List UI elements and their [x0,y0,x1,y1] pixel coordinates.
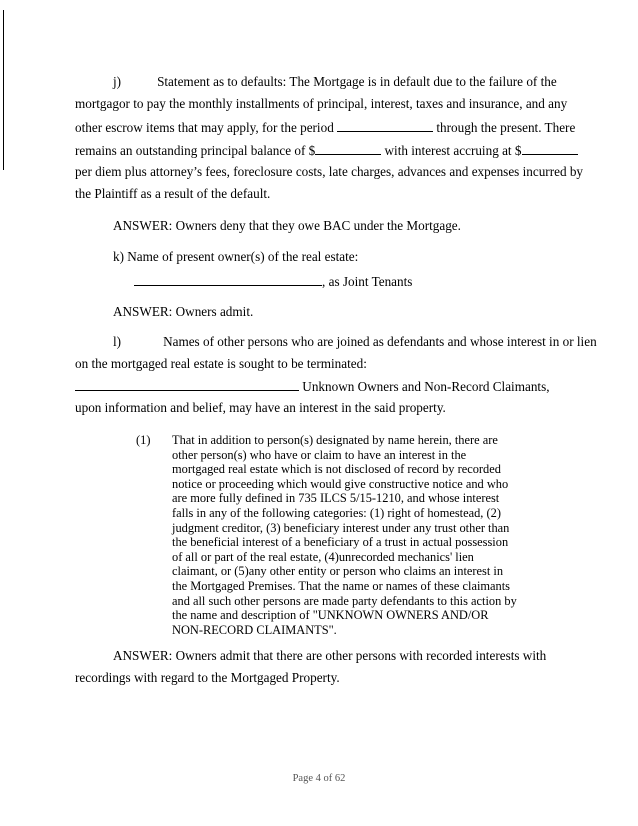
block-quote-line: the name and description of "UNKNOWN OWNERS AND/OR [172,608,489,623]
final-answer-line-2: recordings with regard to the Mortgaged Property. [75,670,340,685]
block-quote-line: other person(s) who have or claim to have an interest in the [172,447,467,462]
block-quote-line: claimant, or (5)any other entity or person who claims an interest in [172,564,504,579]
owner-name-blank [134,273,322,286]
page-number: Page 4 of 62 [292,773,346,784]
section-l-text-1: Names of other persons who are joined as defendants and whose interest in or lien [163,334,597,349]
section-j-line-6: the Plaintiff as a result of the default. [75,186,271,201]
section-j-label: j) [113,74,122,89]
section-j-text-3a: other escrow items that may apply, for the period [75,120,338,135]
block-quote-line: are more fully defined in 735 ILCS 5/15-1210, and whose interest [172,491,500,506]
block-quote-line: judgment creditor, (3) beneficiary interest under any trust other than [172,520,510,535]
section-l-line-2: on the mortgaged real estate is sought to be terminated: [75,356,367,371]
section-j-text-4b: with interest accruing at $ [381,143,522,158]
block-quote-line: of all or part of the real estate, (4)unrecorded mechanics' lien [172,549,474,564]
balance-blank [315,142,381,155]
interest-blank [522,142,578,155]
section-j-line-1 [113,74,603,90]
block-quote-line: falls in any of the following categories: (1) right of homestead, (2) [172,506,501,520]
section-j-line-2: mortgagor to pay the monthly installments of principal, interest, taxes and insurance, and any [75,96,568,111]
block-quote-line: notice or proceeding which would give constructive notice and who [172,476,509,491]
block-quote-line: the beneficial interest of a beneficiary of a trust in actual possession [172,535,509,550]
section-j-text-4a: remains an outstanding principal balance of $ [75,143,316,158]
section-j-text-1: Statement as to defaults: The Mortgage is in default due to the failure of the [157,74,557,89]
section-k-line-2 [134,273,624,290]
section-j-line-3 [75,119,576,136]
section-l-text-3b: Unknown Owners and Non-Record Claimants, [299,379,550,394]
section-l-line-4: upon information and belief, may have an interest in the said property. [75,400,446,415]
defendants-blank [75,378,299,391]
section-l-line-1 [113,334,603,350]
section-k-line-1: k) Name of present owner(s) of the real estate: [113,249,359,264]
section-l-label: l) [113,334,122,349]
section-k-text-2b: , as Joint Tenants [322,274,413,289]
block-quote-line: NON-RECORD CLAIMANTS". [172,622,337,637]
block-quote-line: the Mortgaged Premises. That the name or names of these claimants [172,579,511,593]
block-quote-line: and all such other persons are made party defendants to this action by [172,593,517,608]
section-j-line-4 [75,142,565,159]
block-quote-number: (1) [136,433,151,447]
section-k-answer: ANSWER: Owners admit. [113,304,254,319]
section-j-answer: ANSWER: Owners deny that they owe BAC under the Mortgage. [113,218,461,233]
section-j-line-5: per diem plus attorney’s fees, foreclosure costs, late charges, advances and expenses incurred by [75,164,584,179]
period-blank [337,119,433,132]
section-l-line-3 [75,378,565,395]
block-quote-line: That in addition to person(s) designated by name herein, there are [172,433,498,447]
final-answer-line-1: ANSWER: Owners admit that there are other persons with recorded interests with [113,648,547,663]
section-j-text-3b: through the present. There [433,120,576,135]
block-quote-line: mortgaged real estate which is not disclosed of record by recorded [172,462,501,477]
